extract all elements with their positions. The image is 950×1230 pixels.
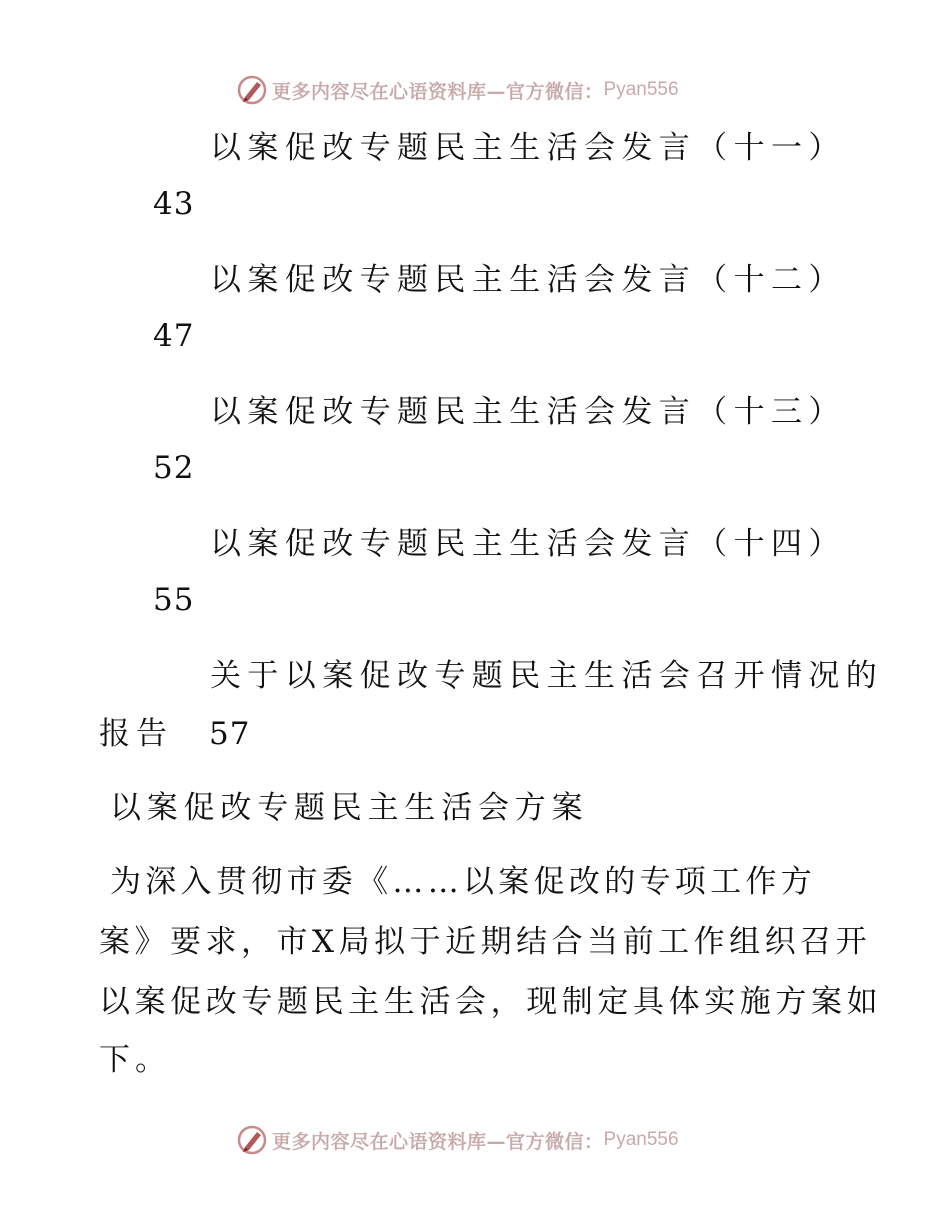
toc-entry-title: 以案促改专题民主生活会发言（十一） <box>210 130 846 166</box>
toc-entry-page: 52 <box>153 450 195 486</box>
watermark-wechat-id: Pyan556 <box>603 1129 679 1150</box>
toc-entry-page: 57 <box>209 716 251 752</box>
toc-entry-title: 以案促改专题民主生活会发言（十二） <box>210 262 846 298</box>
watermark-text: 更多内容尽在心语资料库—官方微信： <box>272 1130 604 1153</box>
watermark-text: 更多内容尽在心语资料库—官方微信： <box>272 80 604 103</box>
pen-logo-icon <box>236 74 268 106</box>
paragraph-line: 以案促改专题民主生活会，现制定具体实施方案如 <box>99 984 883 1020</box>
toc-entry-page: 43 <box>153 186 195 222</box>
toc-entry-title: 以案促改专题民主生活会发言（十三） <box>210 394 846 430</box>
toc-entry-page: 55 <box>153 582 195 618</box>
toc-entry-title: 以案促改专题民主生活会发言（十四） <box>210 526 846 562</box>
pen-logo-icon <box>236 1124 268 1156</box>
section-title: 以案促改专题民主生活会方案 <box>110 790 589 826</box>
paragraph-line: 下。 <box>99 1042 171 1078</box>
header-watermark <box>236 72 679 108</box>
watermark-wechat-id: Pyan556 <box>603 79 679 100</box>
toc-entry-page: 47 <box>153 318 195 354</box>
toc-entry-title-continued: 报告 <box>99 716 173 752</box>
footer-watermark <box>236 1122 679 1158</box>
paragraph-line: 案》要求，市X局拟于近期结合当前工作组织召开 <box>99 924 872 960</box>
toc-entry-title: 关于以案促改专题民主生活会召开情况的 <box>210 658 884 694</box>
paragraph-line: 为深入贯彻市委《……以案促改的专项工作方 <box>110 864 816 900</box>
